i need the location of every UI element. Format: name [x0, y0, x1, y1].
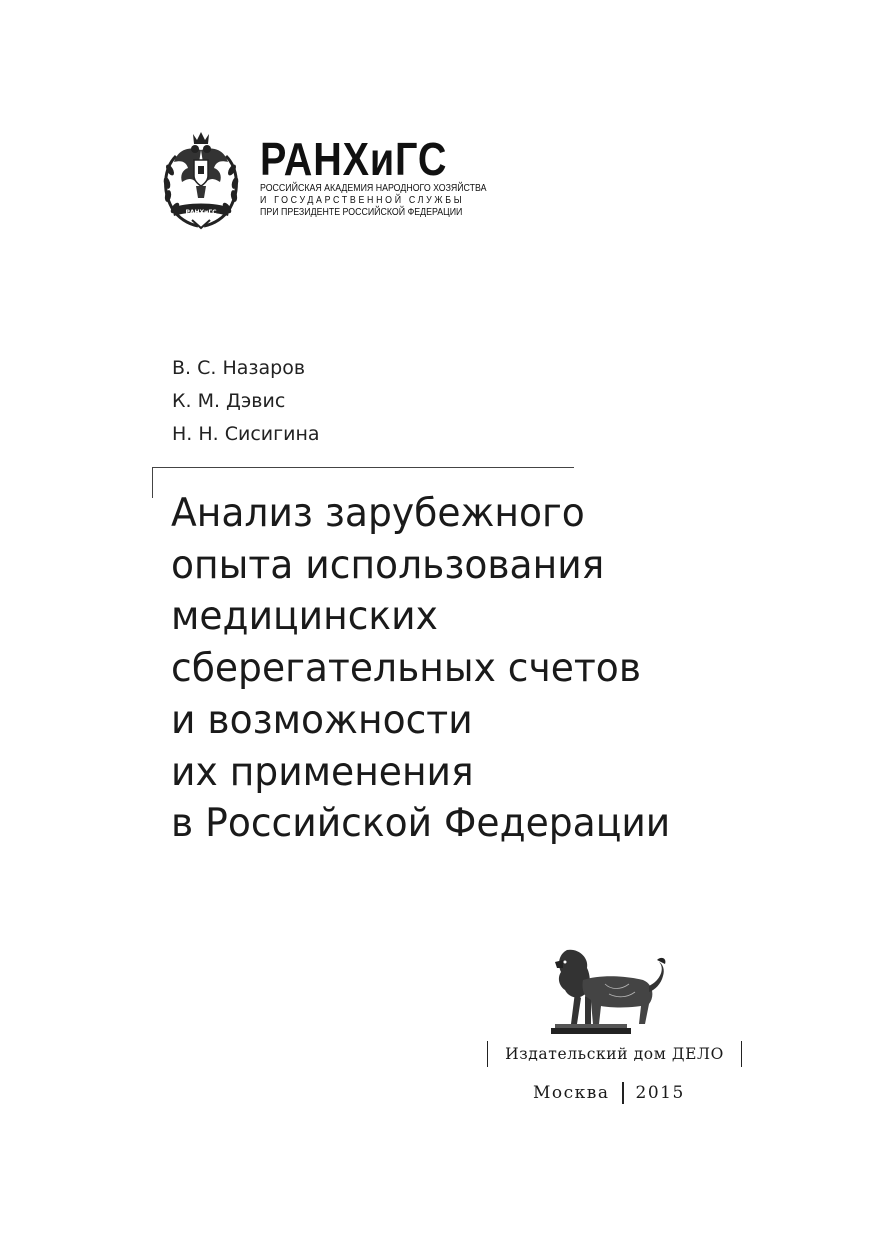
logo-subtitle-line-2: И ГОСУДАРСТВЕННОЙ СЛУЖБЫ — [260, 194, 465, 206]
logo-name: РАНХиГС — [260, 133, 448, 185]
author-name: В. С. Назаров — [172, 357, 306, 379]
emblem-ribbon-text: РАНХиГС — [185, 209, 217, 216]
title-rule-vertical — [152, 467, 153, 498]
title-line: сберегательных счетов — [171, 646, 642, 692]
logo-text — [260, 133, 496, 218]
title-line: в Российской Федерации — [171, 801, 671, 847]
title-line: и возможности — [171, 697, 473, 743]
imprint — [533, 1080, 685, 1106]
title-line: медицинских — [171, 594, 438, 640]
author-name: К. М. Дэвис — [172, 390, 286, 412]
ranepa-eagle-emblem-icon — [158, 128, 244, 232]
imprint-separator — [622, 1082, 624, 1104]
title-line: Анализ зарубежного — [171, 491, 585, 536]
ranepa-logo — [158, 128, 498, 232]
title-line: их применения — [171, 749, 474, 795]
publication-year: 2015 — [635, 1083, 685, 1103]
lion-icon — [545, 940, 680, 1040]
publisher-name: Издательский дом ДЕЛО — [487, 1041, 742, 1067]
author-name: Н. Н. Сисигина — [172, 423, 320, 445]
logo-subtitle-line-1: РОССИЙСКАЯ АКАДЕМИЯ НАРОДНОГО ХОЗЯЙСТВА — [260, 182, 487, 194]
book-title — [171, 488, 831, 850]
logo-subtitle-line-3: ПРИ ПРЕЗИДЕНТЕ РОССИЙСКОЙ ФЕДЕРАЦИИ — [260, 206, 463, 218]
publication-city: Москва — [533, 1083, 610, 1103]
author-list — [172, 352, 320, 451]
title-rule-horizontal — [152, 467, 574, 468]
title-line: опыта использования — [171, 542, 605, 588]
